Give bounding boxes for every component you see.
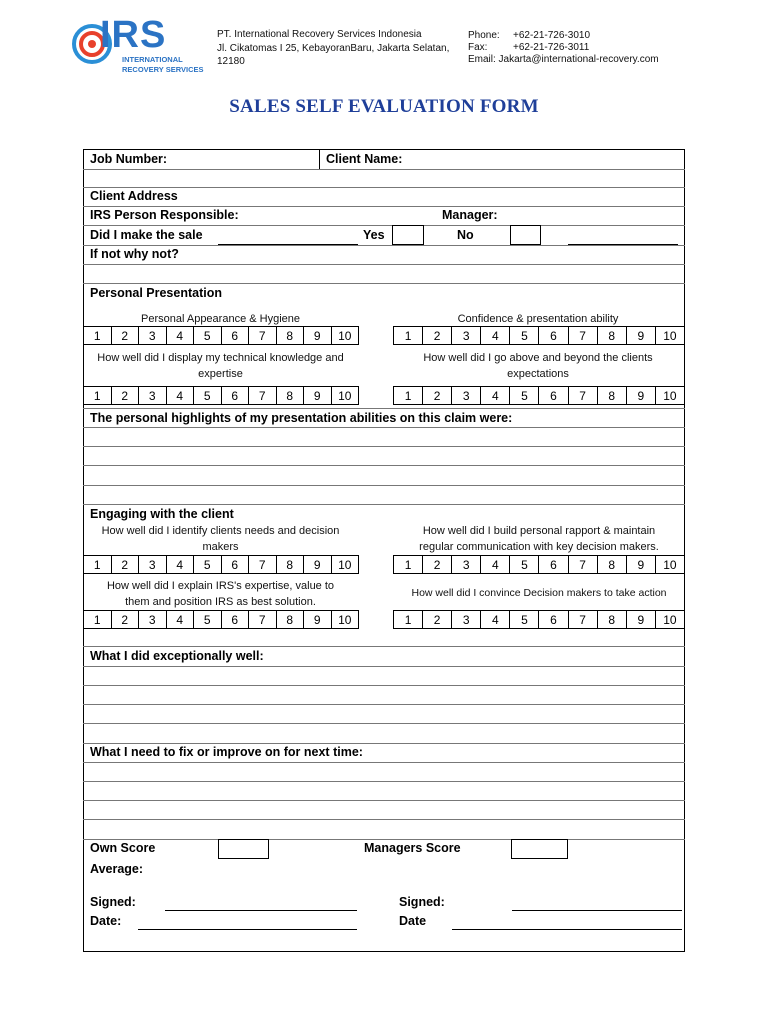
rating-option[interactable]: 2 bbox=[111, 611, 139, 628]
rating-scale-confidence[interactable] bbox=[393, 326, 685, 345]
rating-option[interactable]: 8 bbox=[276, 556, 304, 573]
fax-number: +62-21-726-3011 bbox=[513, 42, 590, 53]
rule bbox=[83, 225, 685, 226]
signed-label-left: Signed: bbox=[90, 895, 136, 909]
rating-option[interactable]: 2 bbox=[422, 387, 451, 404]
rating-option[interactable]: 10 bbox=[331, 327, 359, 344]
managers-score-box[interactable] bbox=[511, 839, 568, 859]
managers-score-label: Managers Score bbox=[364, 841, 461, 855]
rule bbox=[83, 819, 685, 820]
question-beyond-line1: How well did I go above and beyond the clients bbox=[423, 352, 653, 364]
rule bbox=[83, 743, 685, 744]
rating-option[interactable]: 9 bbox=[626, 327, 655, 344]
rating-option[interactable]: 7 bbox=[248, 327, 276, 344]
rating-option[interactable]: 2 bbox=[422, 327, 451, 344]
yes-label: Yes bbox=[363, 228, 385, 242]
rule bbox=[83, 169, 685, 170]
rating-option[interactable]: 9 bbox=[303, 387, 331, 404]
signed-label-right: Signed: bbox=[399, 895, 445, 909]
irs-person-label: IRS Person Responsible: bbox=[90, 208, 239, 222]
rule bbox=[83, 427, 685, 428]
phone-label: Phone: bbox=[468, 30, 500, 41]
rating-option[interactable]: 5 bbox=[509, 327, 538, 344]
rule bbox=[83, 283, 685, 284]
rating-option[interactable]: 1 bbox=[93, 388, 101, 403]
rule bbox=[83, 685, 685, 686]
rating-option[interactable]: 5 bbox=[193, 556, 221, 573]
rule bbox=[83, 504, 685, 505]
rating-option[interactable]: 3 bbox=[451, 327, 480, 344]
rating-option[interactable]: 1 bbox=[93, 328, 101, 343]
question-appearance: Personal Appearance & Hygiene bbox=[141, 313, 300, 325]
rating-option[interactable]: 4 bbox=[166, 387, 194, 404]
rating-option[interactable]: 10 bbox=[331, 556, 359, 573]
rating-option[interactable]: 9 bbox=[303, 556, 331, 573]
rating-option[interactable]: 8 bbox=[276, 327, 304, 344]
date-line-right[interactable] bbox=[452, 929, 682, 930]
yes-checkbox[interactable] bbox=[392, 225, 424, 245]
rating-option[interactable]: 2 bbox=[111, 387, 139, 404]
rating-option[interactable]: 3 bbox=[138, 611, 166, 628]
rating-option[interactable]: 7 bbox=[248, 611, 276, 628]
rating-option[interactable]: 6 bbox=[538, 327, 567, 344]
rating-option[interactable]: 10 bbox=[655, 327, 684, 344]
logo-subtitle-2: RECOVERY SERVICES bbox=[122, 65, 204, 74]
rating-option[interactable]: 4 bbox=[166, 556, 194, 573]
phone-number: +62-21-726-3010 bbox=[513, 30, 591, 41]
rating-scale-beyond[interactable] bbox=[393, 386, 685, 405]
rating-scale-explain[interactable] bbox=[83, 610, 359, 629]
rating-option[interactable]: 3 bbox=[138, 556, 166, 573]
rating-option[interactable]: 4 bbox=[166, 327, 194, 344]
rating-option[interactable]: 8 bbox=[597, 327, 626, 344]
no-label: No bbox=[457, 228, 474, 242]
rating-option[interactable]: 4 bbox=[480, 327, 509, 344]
rating-option[interactable]: 5 bbox=[509, 611, 538, 628]
rule bbox=[83, 646, 685, 647]
rating-option[interactable]: 2 bbox=[111, 327, 139, 344]
fax-label: Fax: bbox=[468, 42, 488, 53]
rating-option[interactable]: 4 bbox=[480, 556, 509, 573]
rule bbox=[83, 465, 685, 466]
rating-option[interactable]: 10 bbox=[655, 611, 684, 628]
signature-line-left[interactable] bbox=[165, 910, 357, 911]
rule bbox=[83, 839, 685, 840]
rating-option[interactable]: 7 bbox=[568, 556, 597, 573]
job-number-label: Job Number: bbox=[90, 152, 168, 166]
rating-option[interactable]: 10 bbox=[655, 387, 684, 404]
rating-option[interactable]: 5 bbox=[193, 327, 221, 344]
question-identify-line1: How well did I identify clients needs and decision bbox=[101, 525, 340, 537]
question-confidence: Confidence & presentation ability bbox=[457, 313, 619, 325]
question-technical-line2: expertise bbox=[198, 368, 243, 380]
rating-option[interactable]: 6 bbox=[538, 387, 567, 404]
rating-option[interactable]: 8 bbox=[597, 611, 626, 628]
rating-option[interactable]: 10 bbox=[331, 611, 359, 628]
rating-option[interactable]: 9 bbox=[626, 387, 655, 404]
rating-option[interactable]: 5 bbox=[193, 611, 221, 628]
rating-option[interactable]: 7 bbox=[568, 611, 597, 628]
rating-option[interactable]: 5 bbox=[193, 387, 221, 404]
rating-option[interactable]: 6 bbox=[221, 556, 249, 573]
rating-option[interactable]: 1 bbox=[404, 612, 412, 627]
rating-option[interactable]: 7 bbox=[568, 387, 597, 404]
rule bbox=[83, 723, 685, 724]
logo-text: IRS bbox=[100, 14, 167, 56]
company-name: PT. International Recovery Services Indonesia bbox=[217, 29, 422, 40]
own-score-box[interactable] bbox=[218, 839, 269, 859]
rating-option[interactable]: 9 bbox=[303, 611, 331, 628]
rule bbox=[83, 781, 685, 782]
rating-option[interactable]: 6 bbox=[221, 611, 249, 628]
no-checkbox[interactable] bbox=[510, 225, 541, 245]
rating-option[interactable]: 7 bbox=[248, 387, 276, 404]
rule bbox=[83, 666, 685, 667]
signature-line-right[interactable] bbox=[512, 910, 682, 911]
rating-option[interactable]: 1 bbox=[404, 328, 412, 343]
rule bbox=[83, 408, 685, 409]
divider bbox=[319, 149, 320, 169]
rule bbox=[83, 800, 685, 801]
rating-option[interactable]: 5 bbox=[509, 387, 538, 404]
why-not-label: If not why not? bbox=[90, 247, 179, 261]
fix-improve-label: What I need to fix or improve on for next time: bbox=[90, 745, 363, 759]
email: Email: Jakarta@international-recovery.com bbox=[468, 54, 659, 65]
rule bbox=[83, 762, 685, 763]
rating-option[interactable]: 9 bbox=[626, 611, 655, 628]
personal-presentation-heading: Personal Presentation bbox=[90, 286, 222, 300]
rule bbox=[83, 187, 685, 188]
company-address-line2: 12180 bbox=[217, 56, 245, 67]
rating-option[interactable]: 5 bbox=[509, 556, 538, 573]
date-line-left[interactable] bbox=[138, 929, 357, 930]
question-technical-line1: How well did I display my technical knowledge and bbox=[97, 352, 344, 364]
rating-option[interactable]: 7 bbox=[248, 556, 276, 573]
exceptionally-well-label: What I did exceptionally well: bbox=[90, 649, 264, 663]
rating-option[interactable]: 3 bbox=[451, 387, 480, 404]
rating-option[interactable]: 2 bbox=[111, 556, 139, 573]
question-explain-line2: them and position IRS as best solution. bbox=[125, 596, 316, 608]
form-title: SALES SELF EVALUATION FORM bbox=[229, 96, 539, 117]
rating-option[interactable]: 2 bbox=[422, 556, 451, 573]
own-score-label: Own Score bbox=[90, 841, 156, 855]
date-label-right: Date bbox=[399, 914, 427, 928]
rating-option[interactable]: 4 bbox=[480, 611, 509, 628]
question-identify-line2: makers bbox=[202, 541, 239, 553]
rule bbox=[83, 446, 685, 447]
rating-option[interactable]: 6 bbox=[538, 556, 567, 573]
sale-underline bbox=[218, 244, 358, 245]
question-beyond-line2: expectations bbox=[507, 368, 569, 380]
no-underline bbox=[568, 244, 678, 245]
rating-option[interactable]: 10 bbox=[655, 556, 684, 573]
rule bbox=[83, 206, 685, 207]
rating-scale-identify[interactable] bbox=[83, 555, 359, 574]
rating-option[interactable]: 3 bbox=[451, 611, 480, 628]
rating-option[interactable]: 8 bbox=[597, 556, 626, 573]
rule bbox=[83, 485, 685, 486]
average-label: Average: bbox=[90, 862, 144, 876]
rating-option[interactable]: 2 bbox=[422, 611, 451, 628]
highlights-label: The personal highlights of my presentation abilities on this claim were: bbox=[90, 411, 513, 425]
rating-option[interactable]: 7 bbox=[568, 327, 597, 344]
rating-option[interactable]: 8 bbox=[276, 387, 304, 404]
rating-option[interactable]: 4 bbox=[166, 611, 194, 628]
rule bbox=[83, 245, 685, 246]
question-convince: How well did I convince Decision makers to take action bbox=[411, 587, 667, 599]
rating-option[interactable]: 10 bbox=[331, 387, 359, 404]
rating-option[interactable]: 1 bbox=[93, 557, 101, 572]
rating-option[interactable]: 4 bbox=[480, 387, 509, 404]
date-label-left: Date: bbox=[90, 914, 122, 928]
rating-option[interactable]: 1 bbox=[404, 557, 412, 572]
company-address-line1: Jl. Cikatomas I 25, KebayoranBaru, Jakarta Selatan, bbox=[217, 43, 450, 54]
client-name-label: Client Name: bbox=[326, 152, 403, 166]
rating-scale-appearance[interactable] bbox=[83, 326, 359, 345]
manager-label: Manager: bbox=[442, 208, 498, 222]
question-rapport-line1: How well did I build personal rapport & maintain bbox=[422, 525, 656, 537]
rule bbox=[83, 264, 685, 265]
rating-option[interactable]: 3 bbox=[138, 327, 166, 344]
rating-option[interactable]: 6 bbox=[221, 387, 249, 404]
rating-option[interactable]: 9 bbox=[303, 327, 331, 344]
question-rapport-line2: regular communication with key decision makers. bbox=[419, 541, 659, 553]
rating-scale-technical[interactable] bbox=[83, 386, 359, 405]
rating-option[interactable]: 8 bbox=[276, 611, 304, 628]
client-address-label: Client Address bbox=[90, 189, 178, 203]
logo-subtitle-1: INTERNATIONAL bbox=[122, 55, 183, 64]
rating-option[interactable]: 6 bbox=[221, 327, 249, 344]
rating-scale-rapport[interactable] bbox=[393, 555, 685, 574]
engaging-heading: Engaging with the client bbox=[90, 507, 234, 521]
make-sale-label: Did I make the sale bbox=[90, 228, 203, 242]
rating-option[interactable]: 3 bbox=[138, 387, 166, 404]
rating-option[interactable]: 8 bbox=[597, 387, 626, 404]
rating-option[interactable]: 9 bbox=[626, 556, 655, 573]
rule bbox=[83, 704, 685, 705]
rating-option[interactable]: 1 bbox=[404, 388, 412, 403]
question-explain-line1: How well did I explain IRS's expertise, value to bbox=[106, 580, 335, 592]
rating-option[interactable]: 6 bbox=[538, 611, 567, 628]
rating-option[interactable]: 3 bbox=[451, 556, 480, 573]
rating-option[interactable]: 1 bbox=[93, 612, 101, 627]
rating-scale-convince[interactable] bbox=[393, 610, 685, 629]
